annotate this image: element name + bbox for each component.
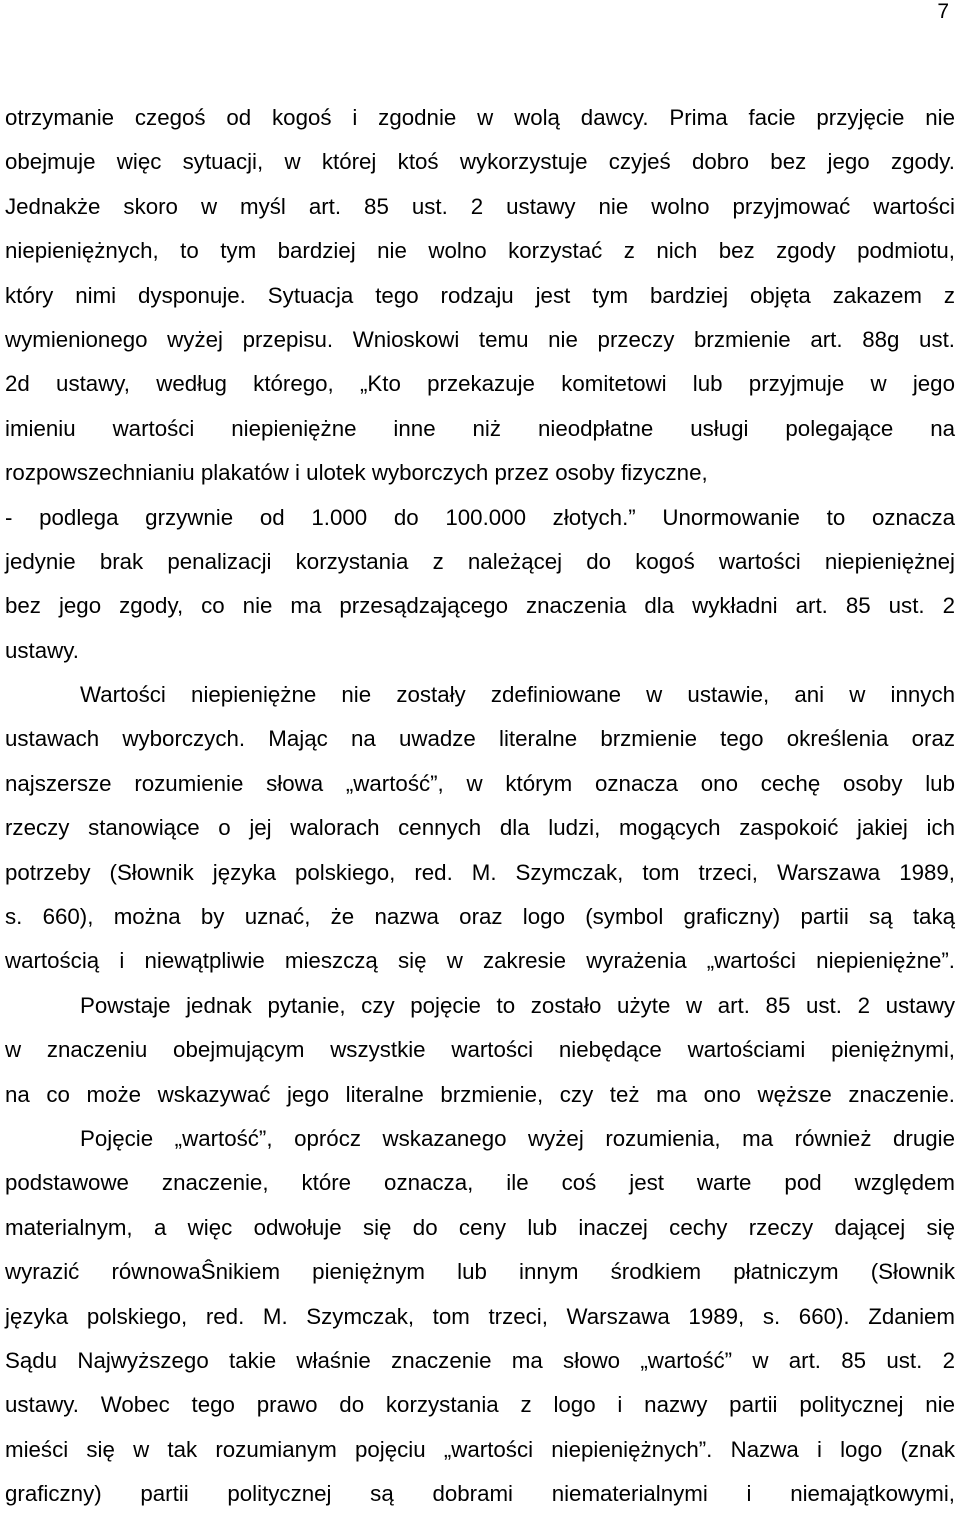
text-line: materialnym, a więc odwołuje się do ceny lub inaczej cechy rzeczy dającej się	[5, 1214, 955, 1240]
text-line: wymienionego wyżej przepisu. Wnioskowi temu nie przeczy brzmienie art. 88g ust.	[5, 326, 955, 352]
text-line: Pojęcie „wartość”, oprócz wskazanego wyżej rozumienia, ma również drugie	[80, 1125, 955, 1151]
text-line: który nimi dysponuje. Sytuacja tego rodzaju jest tym bardziej objęta zakazem z	[5, 282, 955, 308]
text-line: Sądu Najwyższego takie właśnie znaczenie ma słowo „wartość” w art. 85 ust. 2	[5, 1347, 955, 1373]
text-line: na co może wskazywać jego literalne brzmienie, czy też ma ono węższe znaczenie.	[5, 1081, 955, 1107]
text-line: rzeczy stanowiące o jej walorach cennych dla ludzi, mogących zaspokoić jakiej ich	[5, 815, 955, 841]
text-line: wyrazić równowaŜnikiem pieniężnym lub innym środkiem płatniczym (Słownik	[5, 1259, 955, 1285]
text-line: potrzeby (Słownik języka polskiego, red. M. Szymczak, tom trzeci, Warszawa 1989,	[5, 859, 955, 885]
text-line: rozpowszechnianiu plakatów i ulotek wyborczych przez osoby fizyczne,	[5, 460, 708, 486]
text-line: ustawach wyborczych. Mając na uwadze literalne brzmienie tego określenia oraz	[5, 726, 955, 752]
text-line: najszersze rozumienie słowa „wartość”, w którym oznacza ono cechę osoby lub	[5, 770, 955, 796]
text-line: Jednakże skoro w myśl art. 85 ust. 2 ustawy nie wolno przyjmować wartości	[5, 193, 955, 219]
text-line: obejmuje więc sytuacji, w której ktoś wykorzystuje czyjeś dobro bez jego zgody.	[5, 149, 955, 175]
text-line: 2d ustawy, według którego, „Kto przekazuje komitetowi lub przyjmuje w jego	[5, 371, 955, 397]
text-line: wartością i niewątpliwie mieszczą się w zakresie wyrażenia „wartości niepieniężne”.	[5, 948, 955, 974]
text-line: Wartości niepieniężne nie zostały zdefiniowane w ustawie, ani w innych	[80, 682, 955, 708]
text-line: ustawy. Wobec tego prawo do korzystania z logo i nazwy partii politycznej nie	[5, 1392, 955, 1418]
text-line: ustawy.	[5, 637, 79, 663]
text-line: graficzny) partii politycznej są dobrami niematerialnymi i niemajątkowymi,	[5, 1481, 955, 1507]
text-line: w znaczeniu obejmującym wszystkie wartości niebędące wartościami pieniężnymi,	[5, 1037, 955, 1063]
text-line: jedynie brak penalizacji korzystania z należącej do kogoś wartości niepieniężnej	[5, 548, 955, 574]
text-line: mieści się w tak rozumianym pojęciu „wartości niepieniężnych”. Nazwa i logo (znak	[5, 1436, 955, 1462]
page-number: 7	[937, 0, 949, 23]
text-line: podstawowe znaczenie, które oznacza, ile coś jest warte pod względem	[5, 1170, 955, 1196]
text-line: s. 660), można by uznać, że nazwa oraz logo (symbol graficzny) partii są taką	[5, 904, 955, 930]
text-line: imieniu wartości niepieniężne inne niż nieodpłatne usługi polegające na	[5, 415, 955, 441]
text-line: bez jego zgody, co nie ma przesądzającego znaczenia dla wykładni art. 85 ust. 2	[5, 593, 955, 619]
text-line: języka polskiego, red. M. Szymczak, tom trzeci, Warszawa 1989, s. 660). Zdaniem	[5, 1303, 955, 1329]
text-line: niepieniężnych, to tym bardziej nie wolno korzystać z nich bez zgody podmiotu,	[5, 238, 955, 264]
text-line: - podlega grzywnie od 1.000 do 100.000 złotych.” Unormowanie to oznacza	[5, 504, 955, 530]
document-body	[5, 96, 955, 1517]
text-line: Powstaje jednak pytanie, czy pojęcie to zostało użyte w art. 85 ust. 2 ustawy	[80, 992, 955, 1018]
text-line: otrzymanie czegoś od kogoś i zgodnie w wolą dawcy. Prima facie przyjęcie nie	[5, 105, 955, 130]
